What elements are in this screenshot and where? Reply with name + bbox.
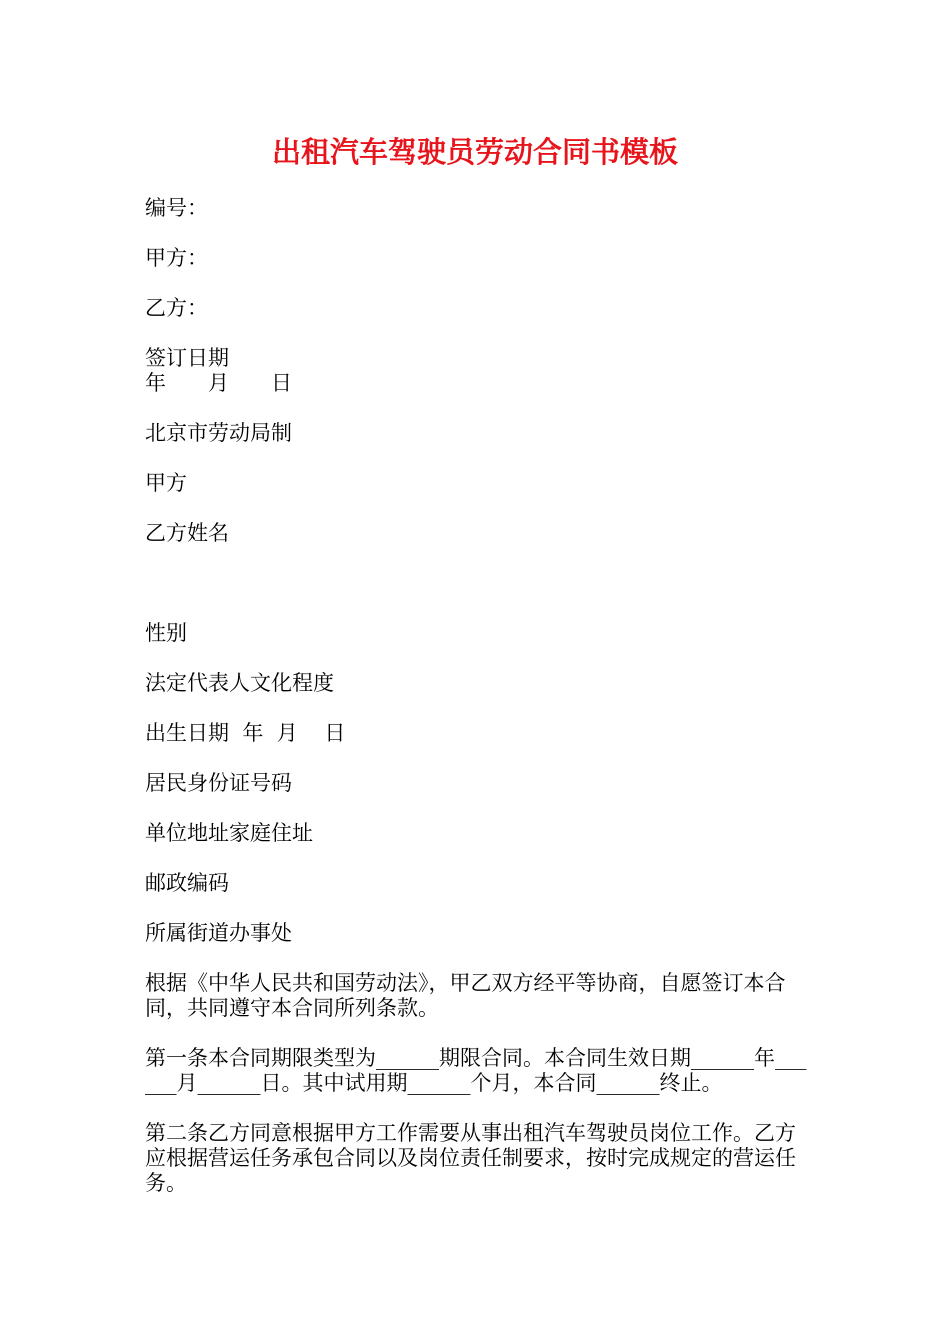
field-legal-rep-education: 法定代表人文化程度 [145, 671, 334, 695]
field-birth-date: 出生日期 年 月 日 [145, 721, 346, 745]
article-1-paragraph: 第一条本合同期限类型为______期限合同。本合同生效日期______年______月______日。其中试用期______个月，本合同______终止。 [145, 1046, 807, 1095]
field-signing-date: 签订日期 年 月 日 [145, 346, 292, 395]
field-gender: 性别 [145, 621, 187, 645]
field-subdistrict-office: 所属街道办事处 [145, 921, 292, 945]
field-postal-code: 邮政编码 [145, 871, 229, 895]
document-body [145, 196, 810, 1221]
field-party-b-name: 乙方姓名 [145, 521, 229, 545]
preamble-paragraph: 根据《中华人民共和国劳动法》，甲乙双方经平等协商，自愿签订本合同，共同遵守本合同所列条款。 [145, 971, 786, 1020]
field-party-a: 甲方： [145, 246, 208, 270]
field-party-a-label: 甲方 [145, 471, 187, 495]
field-number: 编号： [145, 196, 208, 220]
article-2-paragraph: 第二条乙方同意根据甲方工作需要从事出租汽车驾驶员岗位工作。乙方应根据营运任务承包合同以及岗位责任制要求，按时完成规定的营运任务。 [145, 1121, 796, 1195]
field-party-b: 乙方： [145, 296, 208, 320]
document-title: 出租汽车驾驶员劳动合同书模板 [271, 135, 678, 169]
issuer-line: 北京市劳动局制 [145, 421, 292, 445]
field-id-number: 居民身份证号码 [145, 771, 292, 795]
field-addresses: 单位地址家庭住址 [145, 821, 313, 845]
